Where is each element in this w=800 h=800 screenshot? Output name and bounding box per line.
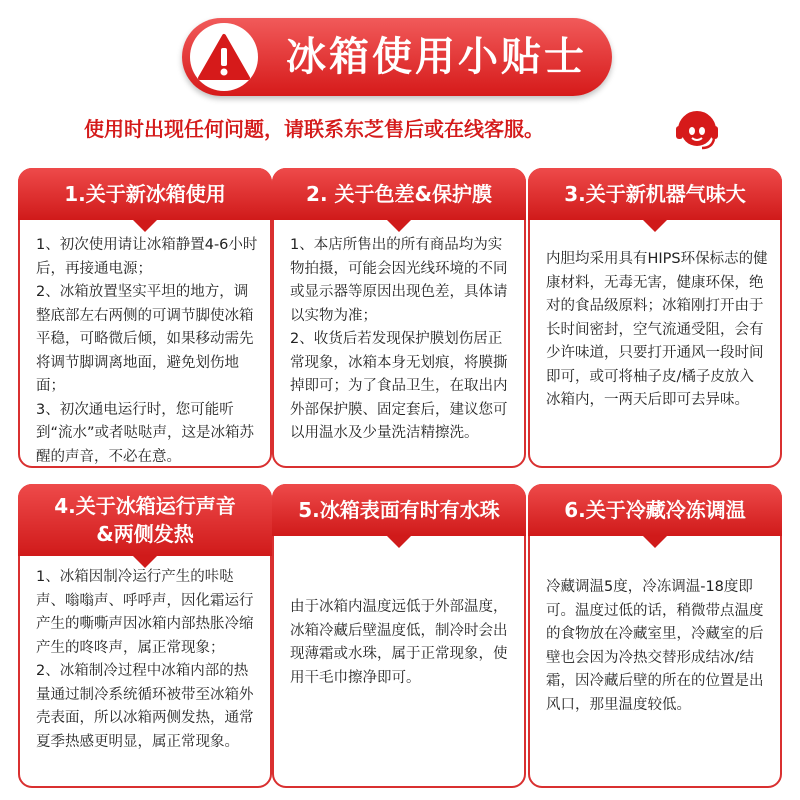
card-header xyxy=(18,168,272,220)
card-title: 5.冰箱表面有时有水珠 xyxy=(298,498,500,522)
card-header xyxy=(272,484,526,536)
tip-card-new-fridge xyxy=(18,168,272,468)
tip-card-odor xyxy=(528,168,782,468)
tip-card-water-drops xyxy=(272,484,526,788)
tip-card-noise-heat xyxy=(18,484,272,788)
card-title: 4.关于冰箱运行声音 &两侧发热 xyxy=(54,494,236,546)
card-title: 6.关于冷藏冷冻调温 xyxy=(564,498,746,522)
card-body: 内胆均采用具有HIPS环保标志的健康材料，无毒无害，健康环保，绝对的食品级原料；冰箱刚打开由于长时间密封，空气流通受阻，会有少许味道，只要打开通风一段时间即可，或可将柚子皮/橘子皮放入冰箱内，一两天后即可去异味。 xyxy=(546,251,768,408)
contact-notice: 使用时出现任何问题，请联系东芝售后或在线客服。 xyxy=(84,117,544,141)
card-header xyxy=(528,168,782,220)
warning-icon xyxy=(198,33,250,81)
tip-card-color-film xyxy=(272,168,526,468)
tip-card-temperature xyxy=(528,484,782,788)
card-title: 3.关于新机器气味大 xyxy=(564,182,746,206)
customer-service-icon xyxy=(672,104,722,154)
card-body: 冷藏调温5度，冷冻调温-18度即可。温度过低的话，稍微带点温度的食物放在冷藏室里，冷藏室的后壁也会因为冷热交替形成结冰/结霜，因冷藏后壁的所在的位置是出风口，那里温度较低。 xyxy=(546,579,764,713)
card-header xyxy=(528,484,782,536)
card-title: 2. 关于色差&保护膜 xyxy=(306,182,492,206)
card-body: 1、本店所售出的所有商品均为实物拍摄，可能会因光线环境的不同或显示器等原因出现色差，具体请以实物为准； 2、收货后若发现保护膜划伤居正常现象，冰箱本身无划痕，将膜撕掉即可；为了食品卫生，在取出内外部保护膜、固定套后，建议您可以用温水及少量洗洁精擦洗。 xyxy=(290,237,508,441)
card-body: 1、冰箱因制冷运行产生的咔哒声、嗡嗡声、呼呼声，因化霜运行产生的嘶嘶声因冰箱内部热胀冷缩产生的咚咚声，属正常现象； 2、冰箱制冷过程中冰箱内部的热量通过制冷系统循环被带至冰箱外壳表面，所以冰箱两侧发热，通常夏季热感更明显，属正常现象。 xyxy=(36,569,254,750)
card-body: 1、初次使用请让冰箱静置4-6小时后，再接通电源； 2、冰箱放置坚实平坦的地方，调整底部左右两侧的可调节脚使冰箱平稳，可略微后倾，如果移动需先将调节脚调离地面，避免划伤地面； 3、初次通电运行时，您可能听到“流水”或者哒哒声，这是冰箱苏醒的声音，不必在意。 xyxy=(36,237,258,465)
warning-icon-circle xyxy=(190,23,258,91)
card-header xyxy=(18,484,272,556)
page-title: 冰箱使用小贴士 xyxy=(286,34,587,80)
card-header xyxy=(272,168,526,220)
card-title: 1.关于新冰箱使用 xyxy=(64,182,226,206)
title-banner xyxy=(182,18,612,96)
card-body: 由于冰箱内温度远低于外部温度，冰箱冷藏后壁温度低，制冷时会出现薄霜或水珠，属于正常现象，使用干毛巾擦净即可。 xyxy=(290,599,508,686)
